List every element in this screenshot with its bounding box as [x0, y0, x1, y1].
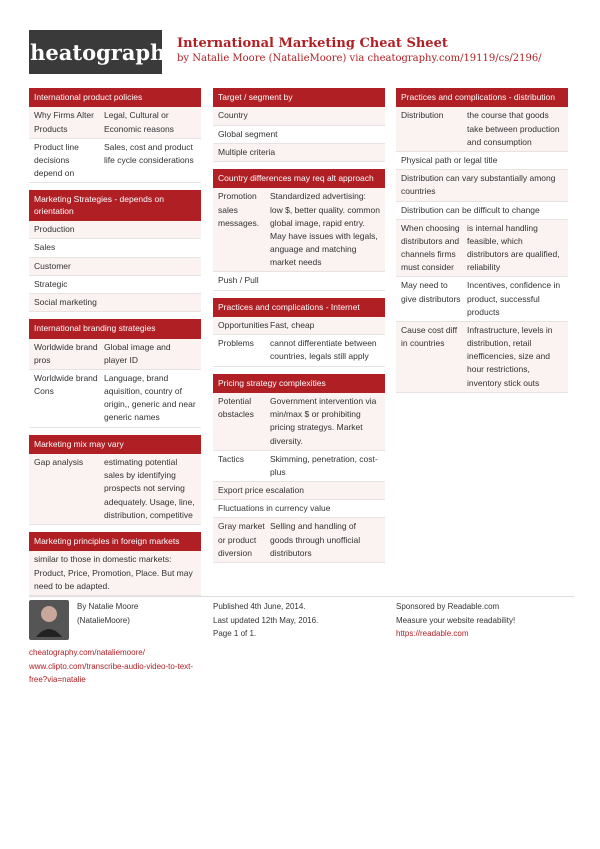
table-row [396, 322, 568, 393]
section-distribution [396, 88, 568, 393]
row-value: Incentives, confidence in product, successful products [467, 280, 561, 317]
list-item: Social marketing [29, 294, 201, 312]
sponsor-text: Measure your website readability! [396, 615, 516, 625]
row-key: When choosing distributors and channels firms must consider [401, 222, 460, 273]
list-item: Production [29, 221, 201, 239]
row-value: Language, brand aquisition, country of origin,, generic and near generic names [104, 372, 196, 423]
section-title: Country differences may req alt approach [213, 169, 385, 188]
column-2 [213, 88, 385, 570]
column-3 [396, 88, 568, 400]
table-row [213, 335, 385, 366]
row-key: Opportunities [218, 320, 269, 331]
table-row [396, 277, 568, 322]
section-product-policies [29, 88, 201, 183]
section-internet [213, 298, 385, 367]
row-value: Government intervention via min/max $ or prohibiting pricing strategys. Market diversity. [270, 396, 377, 446]
table-row [29, 107, 201, 138]
section-marketing-mix [29, 435, 201, 525]
author-handle: (NatalieMoore) [77, 615, 130, 625]
section-title: Practices and complications - distribution [396, 88, 568, 107]
table-row [29, 370, 201, 428]
author-block [29, 597, 201, 687]
table-row [213, 188, 385, 272]
section-title: Marketing principles in foreign markets [29, 532, 201, 551]
row-value: Global image and player ID [104, 341, 171, 365]
row-key: Distribution [401, 110, 444, 121]
avatar[interactable] [29, 600, 69, 640]
list-item: Strategic [29, 276, 201, 294]
row-value: estimating potential sales by identifying prospects not serving adequately. Usage, line, distribution, competitive [104, 457, 195, 520]
site-logo[interactable]: Cheatography [29, 30, 162, 74]
section-target-segment [213, 88, 385, 162]
section-pricing [213, 374, 385, 563]
row-value: is internal handling feasible, which distributors are qualified, reliability [467, 222, 560, 273]
row-key: Product line decisions depend on [34, 141, 79, 179]
list-item: Fluctuations in currency value [213, 500, 385, 518]
row-value: Standardized advertising: low $, better quality. common global image, rapid entry. May have issues with legals, anguage and matching market needs [270, 191, 380, 268]
section-text: similar to those in domestic markets: Product, Price, Promotion, Place. But may need to be adapted. [29, 551, 201, 596]
row-value: the course that goods take between production and consumption [467, 110, 560, 147]
row-value: cannot differentiate between countries, legals still apply [270, 338, 377, 362]
list-item: Sales [29, 239, 201, 257]
table-row [29, 139, 201, 184]
page-number: Page 1 of 1. [213, 629, 257, 639]
row-value: Sales, cost and product life cycle considerations [104, 141, 194, 165]
row-value: Legal, Cultural or Economic reasons [104, 110, 174, 134]
sponsor-name: Sponsored by Readable.com [396, 602, 500, 611]
list-item: Multiple criteria [213, 144, 385, 162]
section-title: Target / segment by [213, 88, 385, 107]
row-key: Gray market or product diversion [218, 521, 265, 558]
section-marketing-strategies [29, 190, 201, 312]
row-value: Infrastructure, levels in distribution, retail inefficencies, size and hour restrictions, inventory stick outs [467, 324, 553, 388]
list-item: Distribution can vary substantially among countries [396, 170, 568, 201]
row-value: Fast, cheap [270, 320, 315, 331]
list-item: Export price escalation [213, 482, 385, 500]
row-key: May need to give distributors [401, 280, 461, 304]
row-key: Tactics [218, 453, 244, 464]
clipto-link[interactable]: www.clipto.com/transcribe-audio-video-to-text-free?via=natalie [29, 661, 194, 685]
row-key: Why Firms Alter Products [34, 110, 94, 134]
sponsor-block [396, 597, 568, 641]
row-key: Worldwide brand Cons [34, 372, 98, 397]
row-key: Gap analysis [34, 457, 84, 468]
row-value: Selling and handling of goods through unofficial distributors [270, 521, 361, 558]
section-marketing-principles [29, 532, 201, 596]
list-item: Customer [29, 258, 201, 276]
section-title: Marketing mix may vary [29, 435, 201, 454]
section-title: Marketing Strategies - depends on orientation [29, 190, 201, 221]
publish-info [213, 597, 385, 641]
updated-date: Last updated 12th May, 2016. [213, 615, 319, 625]
row-key: Cause cost diff in countries [401, 324, 458, 349]
table-row [213, 518, 385, 563]
section-country-differences [213, 169, 385, 291]
section-title: Pricing strategy complexities [213, 374, 385, 393]
table-row [396, 220, 568, 278]
footer [29, 596, 574, 685]
table-row [213, 393, 385, 451]
table-row [396, 107, 568, 152]
table-row [213, 317, 385, 335]
published-date: Published 4th June, 2014. [213, 602, 306, 611]
section-branding-strategies [29, 319, 201, 428]
list-item: Distribution can be difficult to change [396, 202, 568, 220]
row-key: Problems [218, 338, 254, 349]
table-row [29, 454, 201, 525]
row-key: Promotion sales messages. [218, 191, 260, 228]
list-item: Physical path or legal title [396, 152, 568, 170]
list-item: Country [213, 107, 385, 125]
list-item: Global segment [213, 126, 385, 144]
page-title: International Marketing Cheat Sheet [177, 36, 448, 51]
section-title: International product policies [29, 88, 201, 107]
list-item: Push / Pull [213, 272, 385, 290]
sponsor-link[interactable]: https://readable.com [396, 629, 469, 639]
table-row [29, 339, 201, 370]
column-1 [29, 88, 201, 603]
row-key: Potential obstacles [218, 396, 254, 420]
section-title: International branding strategies [29, 319, 201, 338]
row-key: Worldwide brand pros [34, 341, 98, 365]
section-title: Practices and complications - Internet [213, 298, 385, 317]
page-subtitle[interactable]: by Natalie Moore (NatalieMoore) via cheatography.com/19119/cs/2196/ [177, 53, 542, 64]
author-name[interactable]: By Natalie Moore [77, 602, 139, 611]
author-link[interactable]: cheatography.com/nataliemoore/ [29, 648, 145, 657]
table-row [213, 451, 385, 482]
row-value: Skimming, penetration, cost-plus [270, 453, 378, 477]
